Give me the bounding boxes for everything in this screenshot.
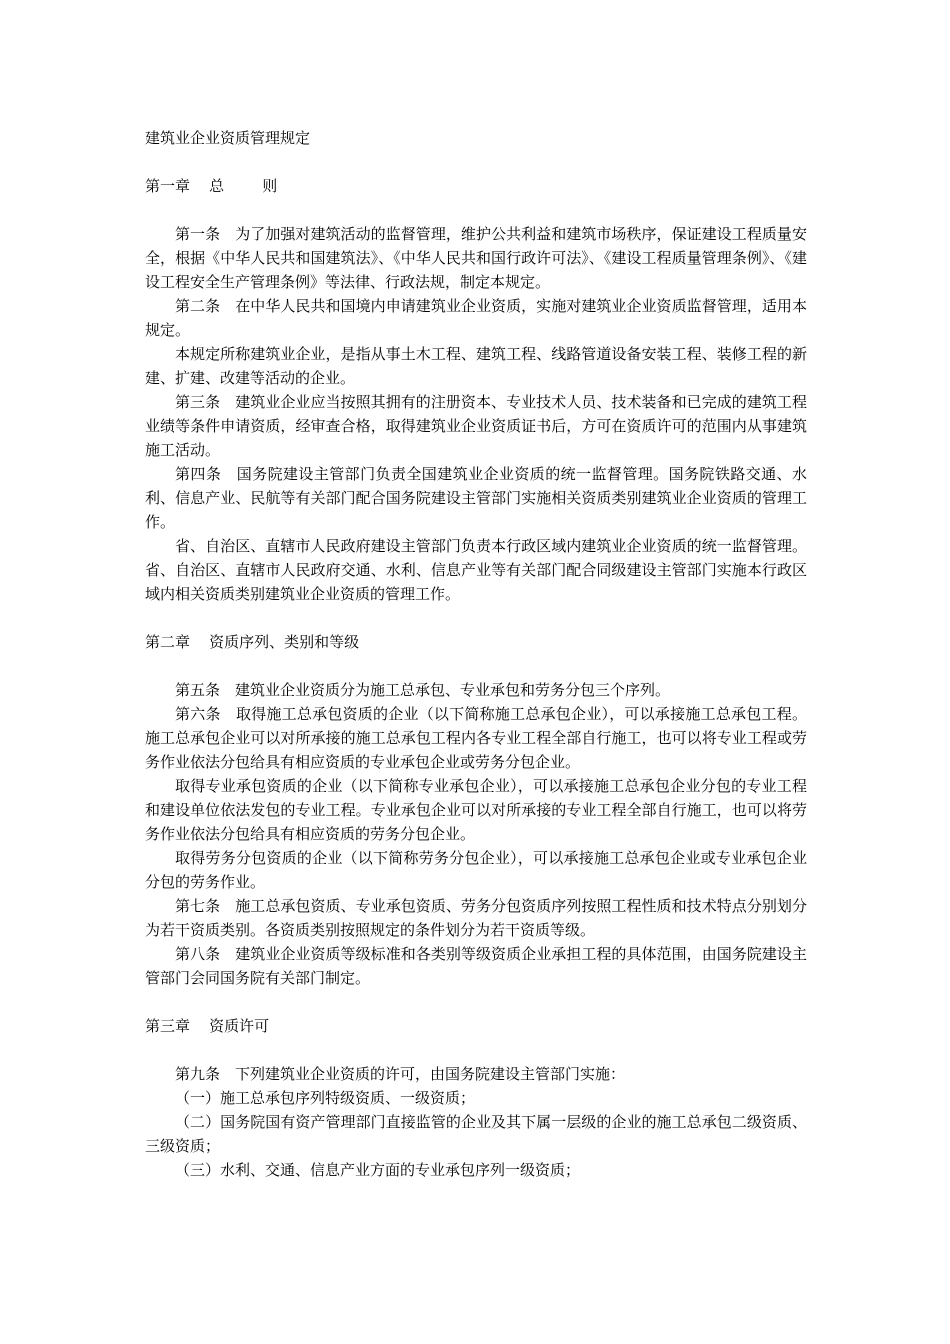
article-4 — [145, 462, 807, 534]
article-number: 第三条 — [175, 393, 221, 411]
article-number: 第五条 — [175, 681, 221, 699]
article-5 — [145, 678, 807, 702]
chapter-heading: 第一章 总 则 — [145, 177, 278, 195]
article-text: 取得施工总承包资质的企业（以下简称施工总承包企业），可以承接施工总承包工程。施工总承包企业可以对所承接的施工总承包工程内各专业工程全部自行施工，也可以将专业工程或劳务作业依法分包给具有相应资质的专业承包企业或劳务分包企业。 — [145, 705, 807, 771]
paragraph-text: 取得劳务分包资质的企业（以下简称劳务分包企业），可以承接施工总承包企业或专业承包企业分包的劳务作业。 — [145, 849, 807, 891]
list-item — [145, 1110, 807, 1158]
article-9 — [145, 1062, 807, 1086]
article-8 — [145, 942, 807, 990]
list-item-text: （三）水利、交通、信息产业方面的专业承包序列一级资质； — [175, 1161, 581, 1179]
article-text: 施工总承包资质、专业承包资质、劳务分包资质序列按照工程性质和技术特点分别划分为若干资质类别。各资质类别按照规定的条件划分为若干资质等级。 — [145, 897, 807, 939]
article-number: 第九条 — [175, 1065, 221, 1083]
list-item — [145, 1086, 807, 1110]
paragraph — [145, 534, 807, 606]
article-2 — [145, 294, 807, 342]
document-title: 建筑业企业资质管理规定 — [145, 129, 311, 147]
paragraph — [145, 342, 807, 390]
chapter-1 — [145, 174, 807, 606]
article-text: 国务院建设主管部门负责全国建筑业企业资质的统一监督管理。国务院铁路交通、水利、信息产业、民航等有关部门配合国务院建设主管部门实施相关资质类别建筑业企业资质的管理工作。 — [145, 465, 807, 531]
chapter-heading: 第二章 资质序列、类别和等级 — [145, 633, 360, 651]
article-number: 第二条 — [175, 297, 221, 315]
article-7 — [145, 894, 807, 942]
paragraph-text: 省、自治区、直辖市人民政府建设主管部门负责本行政区域内建筑业企业资质的统一监督管理。省、自治区、直辖市人民政府交通、水利、信息产业等有关部门配合同级建设主管部门实施本行政区域内相关资质类别建筑业企业资质的管理工作。 — [145, 537, 807, 603]
list-item-text: （二）国务院国有资产管理部门直接监管的企业及其下属一层级的企业的施工总承包二级资质、三级资质； — [145, 1113, 807, 1155]
article-text: 下列建筑业企业资质的许可，由国务院建设主管部门实施： — [235, 1065, 626, 1083]
article-text: 在中华人民共和国境内申请建筑业企业资质，实施对建筑业企业资质监督管理，适用本规定。 — [145, 297, 807, 339]
list-item-text: （一）施工总承包序列特级资质、一级资质； — [175, 1089, 476, 1107]
document-page — [145, 118, 807, 1182]
chapter-3 — [145, 1014, 807, 1182]
list-item — [145, 1158, 807, 1182]
article-1 — [145, 222, 807, 294]
article-text: 建筑业企业资质等级标准和各类别等级资质企业承担工程的具体范围，由国务院建设主管部门会同国务院有关部门制定。 — [145, 945, 807, 987]
article-3 — [145, 390, 807, 462]
paragraph — [145, 846, 807, 894]
chapter-heading: 第三章 资质许可 — [145, 1017, 270, 1035]
article-number: 第一条 — [175, 225, 221, 243]
article-text: 建筑业企业资质分为施工总承包、专业承包和劳务分包三个序列。 — [235, 681, 671, 699]
article-text: 为了加强对建筑活动的监督管理，维护公共利益和建筑市场秩序，保证建设工程质量安全，根据《中华人民共和国建筑法》、《中华人民共和国行政许可法》、《建设工程质量管理条例》、《建设工程安全生产管理条例》等法律、行政法规，制定本规定。 — [145, 225, 807, 291]
paragraph-text: 本规定所称建筑业企业，是指从事土木工程、建筑工程、线路管道设备安装工程、装修工程的新建、扩建、改建等活动的企业。 — [145, 345, 807, 387]
article-number: 第七条 — [175, 897, 221, 915]
paragraph-text: 取得专业承包资质的企业（以下简称专业承包企业），可以承接施工总承包企业分包的专业工程和建设单位依法发包的专业工程。专业承包企业可以对所承接的专业工程全部自行施工，也可以将劳务作业依法分包给具有相应资质的劳务分包企业。 — [145, 777, 807, 843]
article-number: 第八条 — [175, 945, 221, 963]
paragraph — [145, 774, 807, 846]
article-text: 建筑业企业应当按照其拥有的注册资本、专业技术人员、技术装备和已完成的建筑工程业绩等条件申请资质，经审查合格，取得建筑业企业资质证书后，方可在资质许可的范围内从事建筑施工活动。 — [145, 393, 807, 459]
article-number: 第四条 — [175, 465, 222, 483]
chapter-2 — [145, 630, 807, 990]
article-6 — [145, 702, 807, 774]
article-number: 第六条 — [175, 705, 221, 723]
